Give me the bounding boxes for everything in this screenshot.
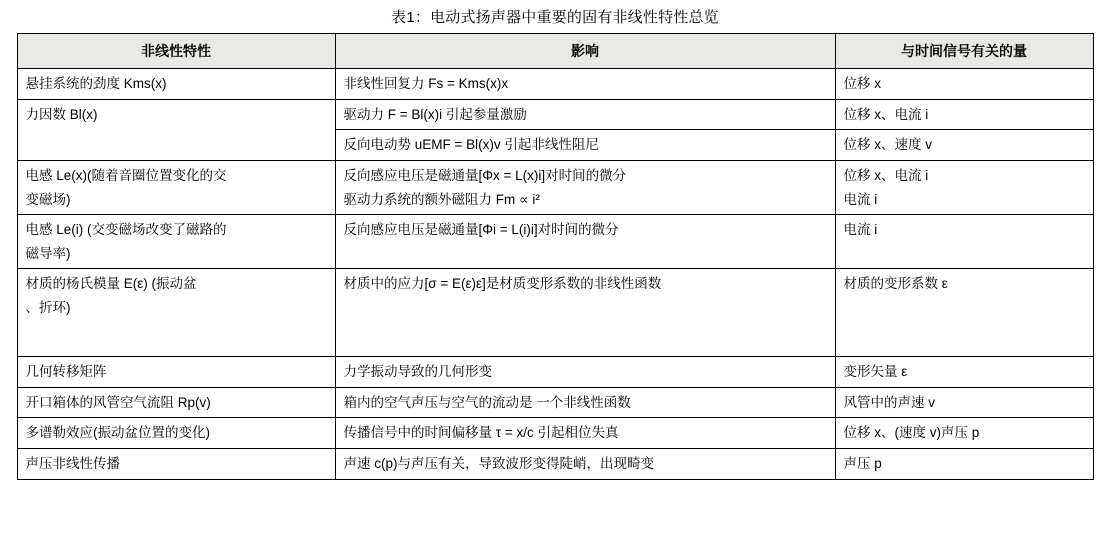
cell-text: 材质中的应力[σ = E(ε)ε]是材质变形系数的非线性函数 bbox=[343, 276, 662, 292]
cell-text: 悬挂系统的劲度 Kms(x) bbox=[25, 76, 167, 92]
cell-text: 驱动力系统的额外磁阻力 Fm ∝ i² bbox=[343, 191, 540, 207]
cell-text: 位移 x、速度 v bbox=[843, 137, 933, 153]
cell-text: 电感 Le(i) (交变磁场改变了磁路的 bbox=[25, 222, 227, 238]
table-row bbox=[17, 269, 1093, 357]
cell-effect bbox=[335, 269, 835, 357]
cell-text: 位移 x、(速度 v)声压 p bbox=[843, 425, 980, 441]
cell-text: 位移 x、电流 i bbox=[843, 106, 929, 122]
cell-spacer bbox=[344, 240, 827, 256]
cell-text: 变形矢量 ε bbox=[843, 364, 908, 380]
cell-text: 位移 x bbox=[843, 76, 882, 92]
cell-quantity bbox=[835, 215, 1093, 269]
cell-text: 驱动力 F = Bl(x)i 引起参量激励 bbox=[343, 106, 527, 122]
cell-text: 、折环) bbox=[25, 299, 71, 315]
cell-quantity bbox=[835, 69, 1093, 100]
cell-nonlinearity bbox=[17, 215, 335, 269]
table-header-row bbox=[17, 34, 1093, 69]
cell-quantity bbox=[835, 160, 1093, 214]
cell-text: 材质的变形系数 ε bbox=[843, 276, 948, 292]
cell-text: 材质的杨氏模量 E(ε) (振动盆 bbox=[25, 276, 197, 292]
cell-text: 变磁场) bbox=[25, 191, 71, 207]
table-row bbox=[17, 387, 1093, 418]
table-row bbox=[17, 160, 1093, 214]
cell-text: 磁导率) bbox=[25, 245, 71, 261]
cell-text: 多谱勒效应(振动盆位置的变化) bbox=[25, 425, 210, 441]
table-row bbox=[17, 449, 1093, 480]
cell-effect bbox=[335, 160, 835, 214]
cell-text: 电流 i bbox=[843, 222, 878, 238]
cell-text: 箱内的空气声压与空气的流动是 一个非线性函数 bbox=[343, 394, 631, 410]
cell-quantity bbox=[835, 418, 1093, 449]
column-header-nonlinearity: 非线性特性 bbox=[17, 34, 335, 69]
cell-text: 反向电动势 uEMF = Bl(x)v 引起非线性阻尼 bbox=[343, 137, 599, 153]
cell-nonlinearity bbox=[17, 387, 335, 418]
cell-nonlinearity bbox=[17, 269, 335, 357]
cell-text: 位移 x、电流 i bbox=[843, 167, 929, 183]
cell-effect bbox=[335, 449, 835, 480]
cell-nonlinearity bbox=[17, 69, 335, 100]
cell-effect bbox=[335, 215, 835, 269]
cell-text: 声压非线性传播 bbox=[25, 456, 120, 472]
cell-quantity bbox=[835, 449, 1093, 480]
cell-quantity bbox=[835, 130, 1093, 161]
cell-quantity bbox=[835, 99, 1093, 130]
table-row bbox=[17, 69, 1093, 100]
cell-effect bbox=[335, 99, 835, 130]
table-row bbox=[17, 357, 1093, 388]
table-caption: 表1：电动式扬声器中重要的固有非线性特性总览 bbox=[391, 9, 719, 26]
cell-text: 风管中的声速 v bbox=[843, 394, 936, 410]
cell-quantity bbox=[835, 387, 1093, 418]
cell-nonlinearity bbox=[17, 357, 335, 388]
cell-text: 电流 i bbox=[843, 191, 878, 207]
cell-nonlinearity bbox=[17, 99, 335, 160]
cell-text: 传播信号中的时间偏移量 τ = x/c 引起相位失真 bbox=[343, 425, 619, 441]
cell-text: 反向感应电压是磁通量[Φi = L(i)i]对时间的微分 bbox=[343, 222, 619, 238]
cell-spacer bbox=[26, 317, 327, 351]
cell-quantity bbox=[835, 357, 1093, 388]
cell-effect bbox=[335, 130, 835, 161]
cell-text: 反向感应电压是磁通量[Φx = L(x)i]对时间的微分 bbox=[343, 167, 627, 183]
table-row bbox=[17, 418, 1093, 449]
cell-text: 开口箱体的风管空气流阻 Rp(v) bbox=[25, 394, 211, 410]
cell-nonlinearity bbox=[17, 160, 335, 214]
cell-text: 声速 c(p)与声压有关，导致波形变得陡峭，出现畸变 bbox=[343, 456, 654, 472]
cell-nonlinearity bbox=[17, 418, 335, 449]
cell-nonlinearity bbox=[17, 449, 335, 480]
cell-text: 非线性回复力 Fs = Kms(x)x bbox=[343, 76, 509, 92]
cell-text: 电感 Le(x)(随着音圈位置变化的交 bbox=[25, 167, 227, 183]
cell-effect bbox=[335, 418, 835, 449]
cell-text: 几何转移矩阵 bbox=[25, 364, 107, 380]
cell-text: 力学振动导致的几何形变 bbox=[343, 364, 492, 380]
table-row bbox=[17, 215, 1093, 269]
nonlinearity-table bbox=[17, 33, 1094, 480]
cell-text: 力因数 Bl(x) bbox=[25, 106, 98, 122]
column-header-effect: 影响 bbox=[335, 34, 835, 69]
cell-quantity bbox=[835, 269, 1093, 357]
cell-effect bbox=[335, 387, 835, 418]
cell-text: 声压 p bbox=[843, 456, 882, 472]
cell-effect bbox=[335, 357, 835, 388]
cell-effect bbox=[335, 69, 835, 100]
column-header-signal-quantity: 与时间信号有关的量 bbox=[835, 34, 1093, 69]
table-row bbox=[17, 99, 1093, 130]
